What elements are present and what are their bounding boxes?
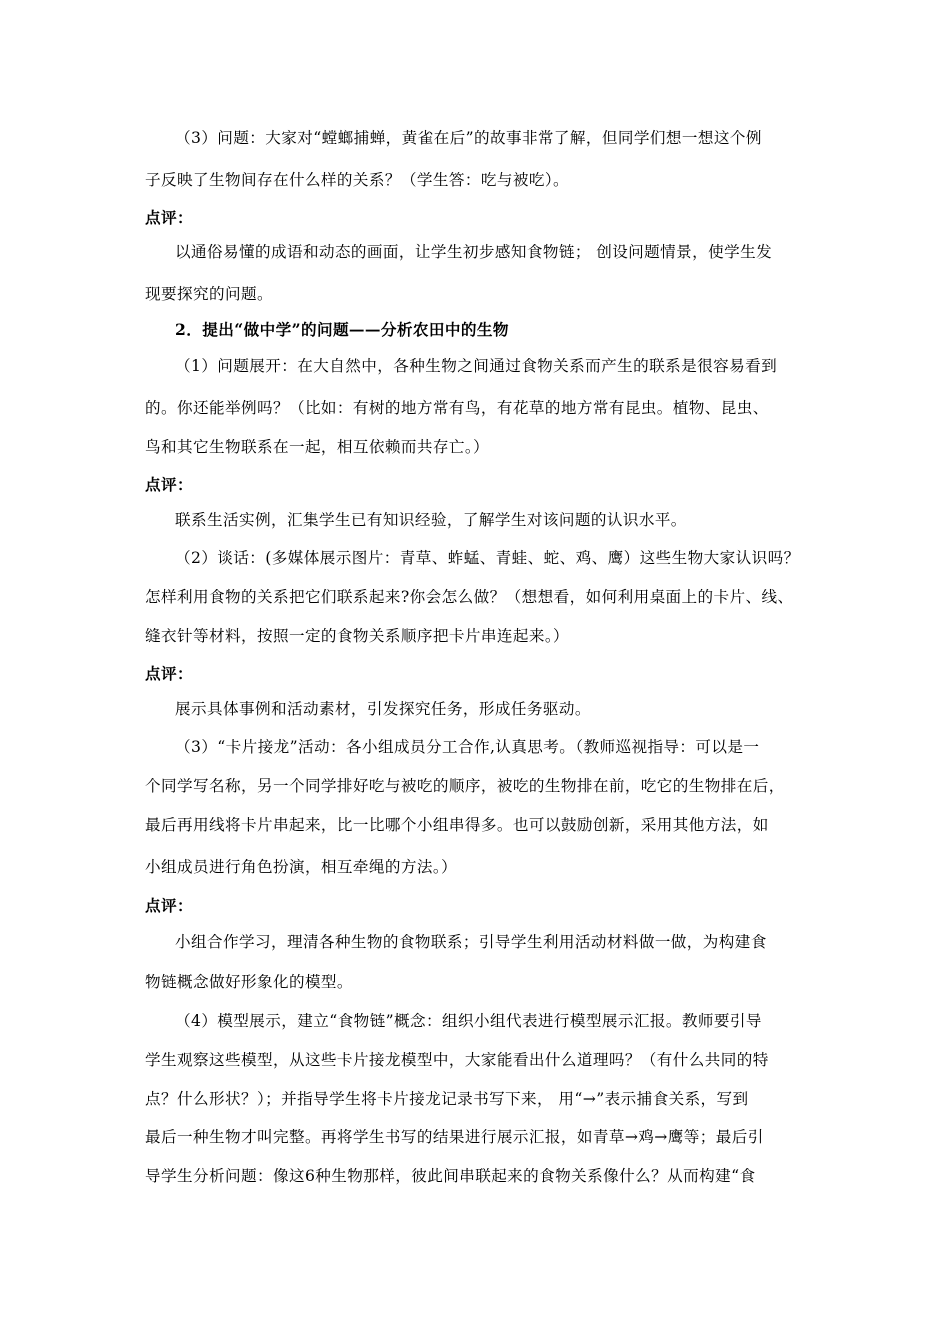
text-line: 以通俗易懂的成语和动态的画面，让学生初步感知食物链； 创设问题情景，使学生发: [175, 243, 773, 261]
text-line: （1）问题展开：在大自然中，各种生物之间通过食物关系而产生的联系是很容易看到: [175, 357, 778, 375]
text-line: 展示具体事例和活动素材，引发探究任务，形成任务驱动。: [175, 700, 591, 718]
section-heading: 2．提出“做中学”的问题——分析农田中的生物: [175, 320, 509, 339]
text-line: 个同学写名称，另一个同学排好吃与被吃的顺序，被吃的生物排在前，吃它的生物排在后，: [145, 777, 785, 795]
text-line: 子反映了生物间存在什么样的关系？（学生答：吃与被吃）。: [145, 171, 570, 189]
section-label: 点评：: [145, 475, 193, 494]
text-line: （4）模型展示，建立“食物链”概念：组织小组代表进行模型展示汇报。教师要引导: [175, 1012, 762, 1030]
section-label: 点评：: [145, 896, 193, 915]
text-line: 学生观察这些模型，从这些卡片接龙模型中，大家能看出什么道理吗？（有什么共同的特: [145, 1051, 769, 1069]
text-line: 联系生活实例，汇集学生已有知识经验，了解学生对该问题的认识水平。: [175, 511, 687, 529]
text-line: 怎样利用食物的关系把它们联系起来?你会怎么做？（想想看，如何利用桌面上的卡片、线、: [145, 588, 794, 606]
text-line: 最后一种生物才叫完整。再将学生书写的结果进行展示汇报，如青草→鸡→鹰等；最后引: [145, 1128, 764, 1146]
section-label: 点评：: [145, 664, 193, 683]
text-line: （3）问题：大家对“螳螂捕蝉，黄雀在后”的故事非常了解，但同学们想一想这个例: [175, 129, 762, 147]
text-line: 现要探究的问题。: [145, 285, 273, 303]
text-line: 物链概念做好形象化的模型。: [145, 973, 353, 991]
text-line: 最后再用线将卡片串起来，比一比哪个小组串得多。也可以鼓励创新，采用其他方法，如: [145, 816, 769, 834]
text-line: 的。你还能举例吗？（比如：有树的地方常有鸟，有花草的地方常有昆虫。植物、昆虫、: [145, 399, 769, 417]
section-label: 点评：: [145, 208, 193, 227]
text-line: 缝衣针等材料，按照一定的食物关系顺序把卡片串连起来。）: [145, 627, 570, 645]
text-line: （2）谈话：(多媒体展示图片：青草、蚱蜢、青蛙、蛇、鸡、鹰）这些生物大家认识吗？: [175, 549, 800, 567]
text-line: 导学生分析问题：像这6种生物那样，彼此间串联起来的食物关系像什么？从而构建“食: [145, 1167, 756, 1185]
text-line: 小组成员进行角色扮演，相互牵绳的方法。）: [145, 858, 458, 876]
text-line: 点？什么形状？）；并指导学生将卡片接龙记录书写下来， 用“→”表示捕食关系，写到: [145, 1090, 749, 1108]
text-line: 小组合作学习，理清各种生物的食物联系；引导学生利用活动材料做一做，为构建食: [175, 933, 767, 951]
text-line: 鸟和其它生物联系在一起，相互依赖而共存亡。）: [145, 438, 490, 456]
text-line: （3）“卡片接龙”活动：各小组成员分工合作,认真思考。（教师巡视指导：可以是一: [175, 738, 760, 756]
